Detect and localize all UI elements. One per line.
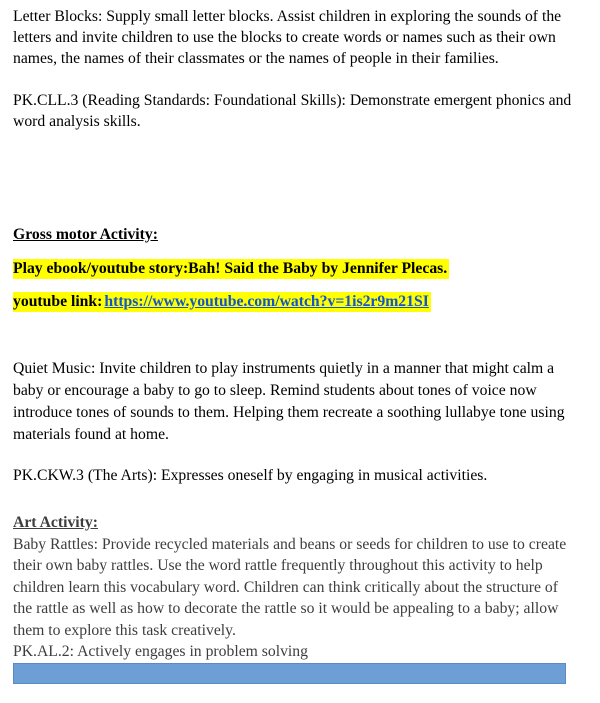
standard-pk-cll3: PK.CLL.3 (Reading Standards: Foundational Skills): Demonstrate emergent phonics and word analysis skills. xyxy=(13,92,572,130)
youtube-link-label: youtube link: xyxy=(13,293,103,310)
highlighted-story-text: Play ebook/youtube story:Bah! Said the Baby by Jennifer Plecas. xyxy=(13,260,448,277)
youtube-link[interactable]: https://www.youtube.com/watch?v=1is2r9m21SI xyxy=(104,293,429,310)
highlighted-story-line xyxy=(13,258,580,279)
standard-pk-ckw3: PK.CKW.3 (The Arts): Expresses oneself by engaging in musical activities. xyxy=(13,467,488,484)
gross-motor-activity-heading: Gross motor Activity: xyxy=(13,226,158,243)
art-activity-heading: Art Activity: xyxy=(13,514,98,531)
quiet-music-paragraph: Quiet Music: Invite children to play instruments quietly in a manner that might calm a baby or encourage a baby to go to sleep. Remind students about tones of voice now introduce tones of sounds to them. Helping them recreate a soothing lullabye tone using materials found at home. xyxy=(13,360,565,443)
blue-table-bar xyxy=(13,663,566,684)
baby-rattles-paragraph: Baby Rattles: Provide recycled materials and beans or seeds for children to use to create their own baby rattles. Use the word rattle frequently throughout this activity to help children learn this vocabulary word. Children can think critically about the structure of the rattle as well as how to decorate the rattle so it would be appealing to a baby; allow them to explore this task creatively. xyxy=(13,535,567,639)
youtube-link-line xyxy=(13,291,580,312)
letter-blocks-paragraph: Letter Blocks: Supply small letter blocks. Assist children in exploring the sounds of the letters and invite children to use the blocks to create words or names such as their own names, the names of their classmates or the names of people in their families. xyxy=(13,8,562,67)
art-activity-section xyxy=(13,512,580,663)
standard-pk-al2: PK.AL.2: Actively engages in problem solving xyxy=(13,643,308,660)
